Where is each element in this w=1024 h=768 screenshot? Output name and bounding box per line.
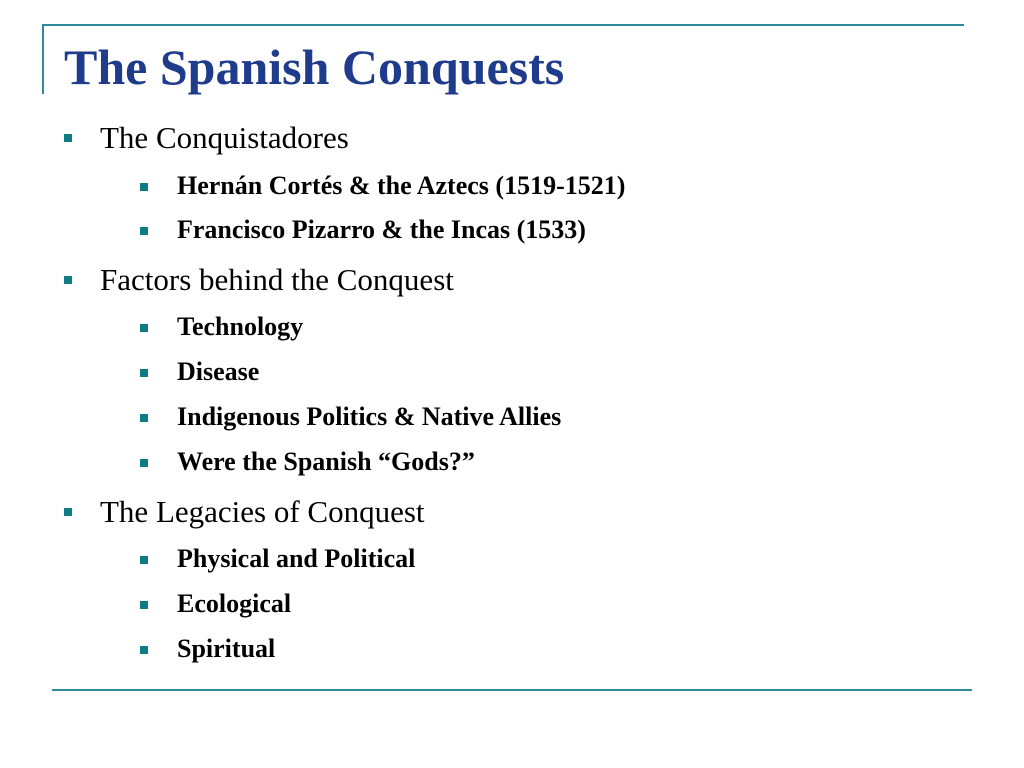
outline-item <box>177 357 259 387</box>
outline-item <box>177 544 415 574</box>
outline-item-text: Ecological <box>177 589 292 618</box>
outline-item-text: Francisco Pizarro & the Incas (1533) <box>177 215 586 244</box>
square-bullet-icon <box>140 601 148 609</box>
square-bullet-icon <box>140 369 148 377</box>
outline-item <box>177 171 625 201</box>
outline-item-text: Disease <box>177 357 260 386</box>
bottom-accent-line <box>52 689 972 691</box>
outline-heading <box>100 494 425 530</box>
square-bullet-icon <box>140 324 148 332</box>
outline-heading-text: Factors behind the Conquest <box>100 262 454 297</box>
square-bullet-icon <box>140 556 148 564</box>
square-bullet-icon <box>64 276 72 284</box>
square-bullet-icon <box>140 459 148 467</box>
slide-title: The Spanish Conquests <box>64 39 565 95</box>
square-bullet-icon <box>140 646 148 654</box>
outline-item-text: Indigenous Politics & Native Allies <box>177 402 562 431</box>
outline-item-text: Physical and Political <box>177 544 416 573</box>
square-bullet-icon <box>64 134 72 142</box>
square-bullet-icon <box>64 508 72 516</box>
outline-item-text: Spiritual <box>177 634 276 663</box>
outline-item <box>177 402 561 432</box>
outline-heading <box>100 262 454 298</box>
square-bullet-icon <box>140 183 148 191</box>
square-bullet-icon <box>140 227 148 235</box>
outline-item <box>177 634 275 664</box>
outline-item-text: Technology <box>177 312 304 341</box>
outline-heading-text: The Conquistadores <box>100 120 349 155</box>
outline-item <box>177 447 475 477</box>
outline-item <box>177 215 586 245</box>
square-bullet-icon <box>140 414 148 422</box>
outline-item <box>177 589 291 619</box>
outline-item-text: Hernán Cortés & the Aztecs (1519-1521) <box>177 171 626 200</box>
outline-item-text: Were the Spanish “Gods?” <box>177 447 475 476</box>
outline-item <box>177 312 303 342</box>
outline-heading-text: The Legacies of Conquest <box>100 494 425 529</box>
outline-heading <box>100 120 349 156</box>
